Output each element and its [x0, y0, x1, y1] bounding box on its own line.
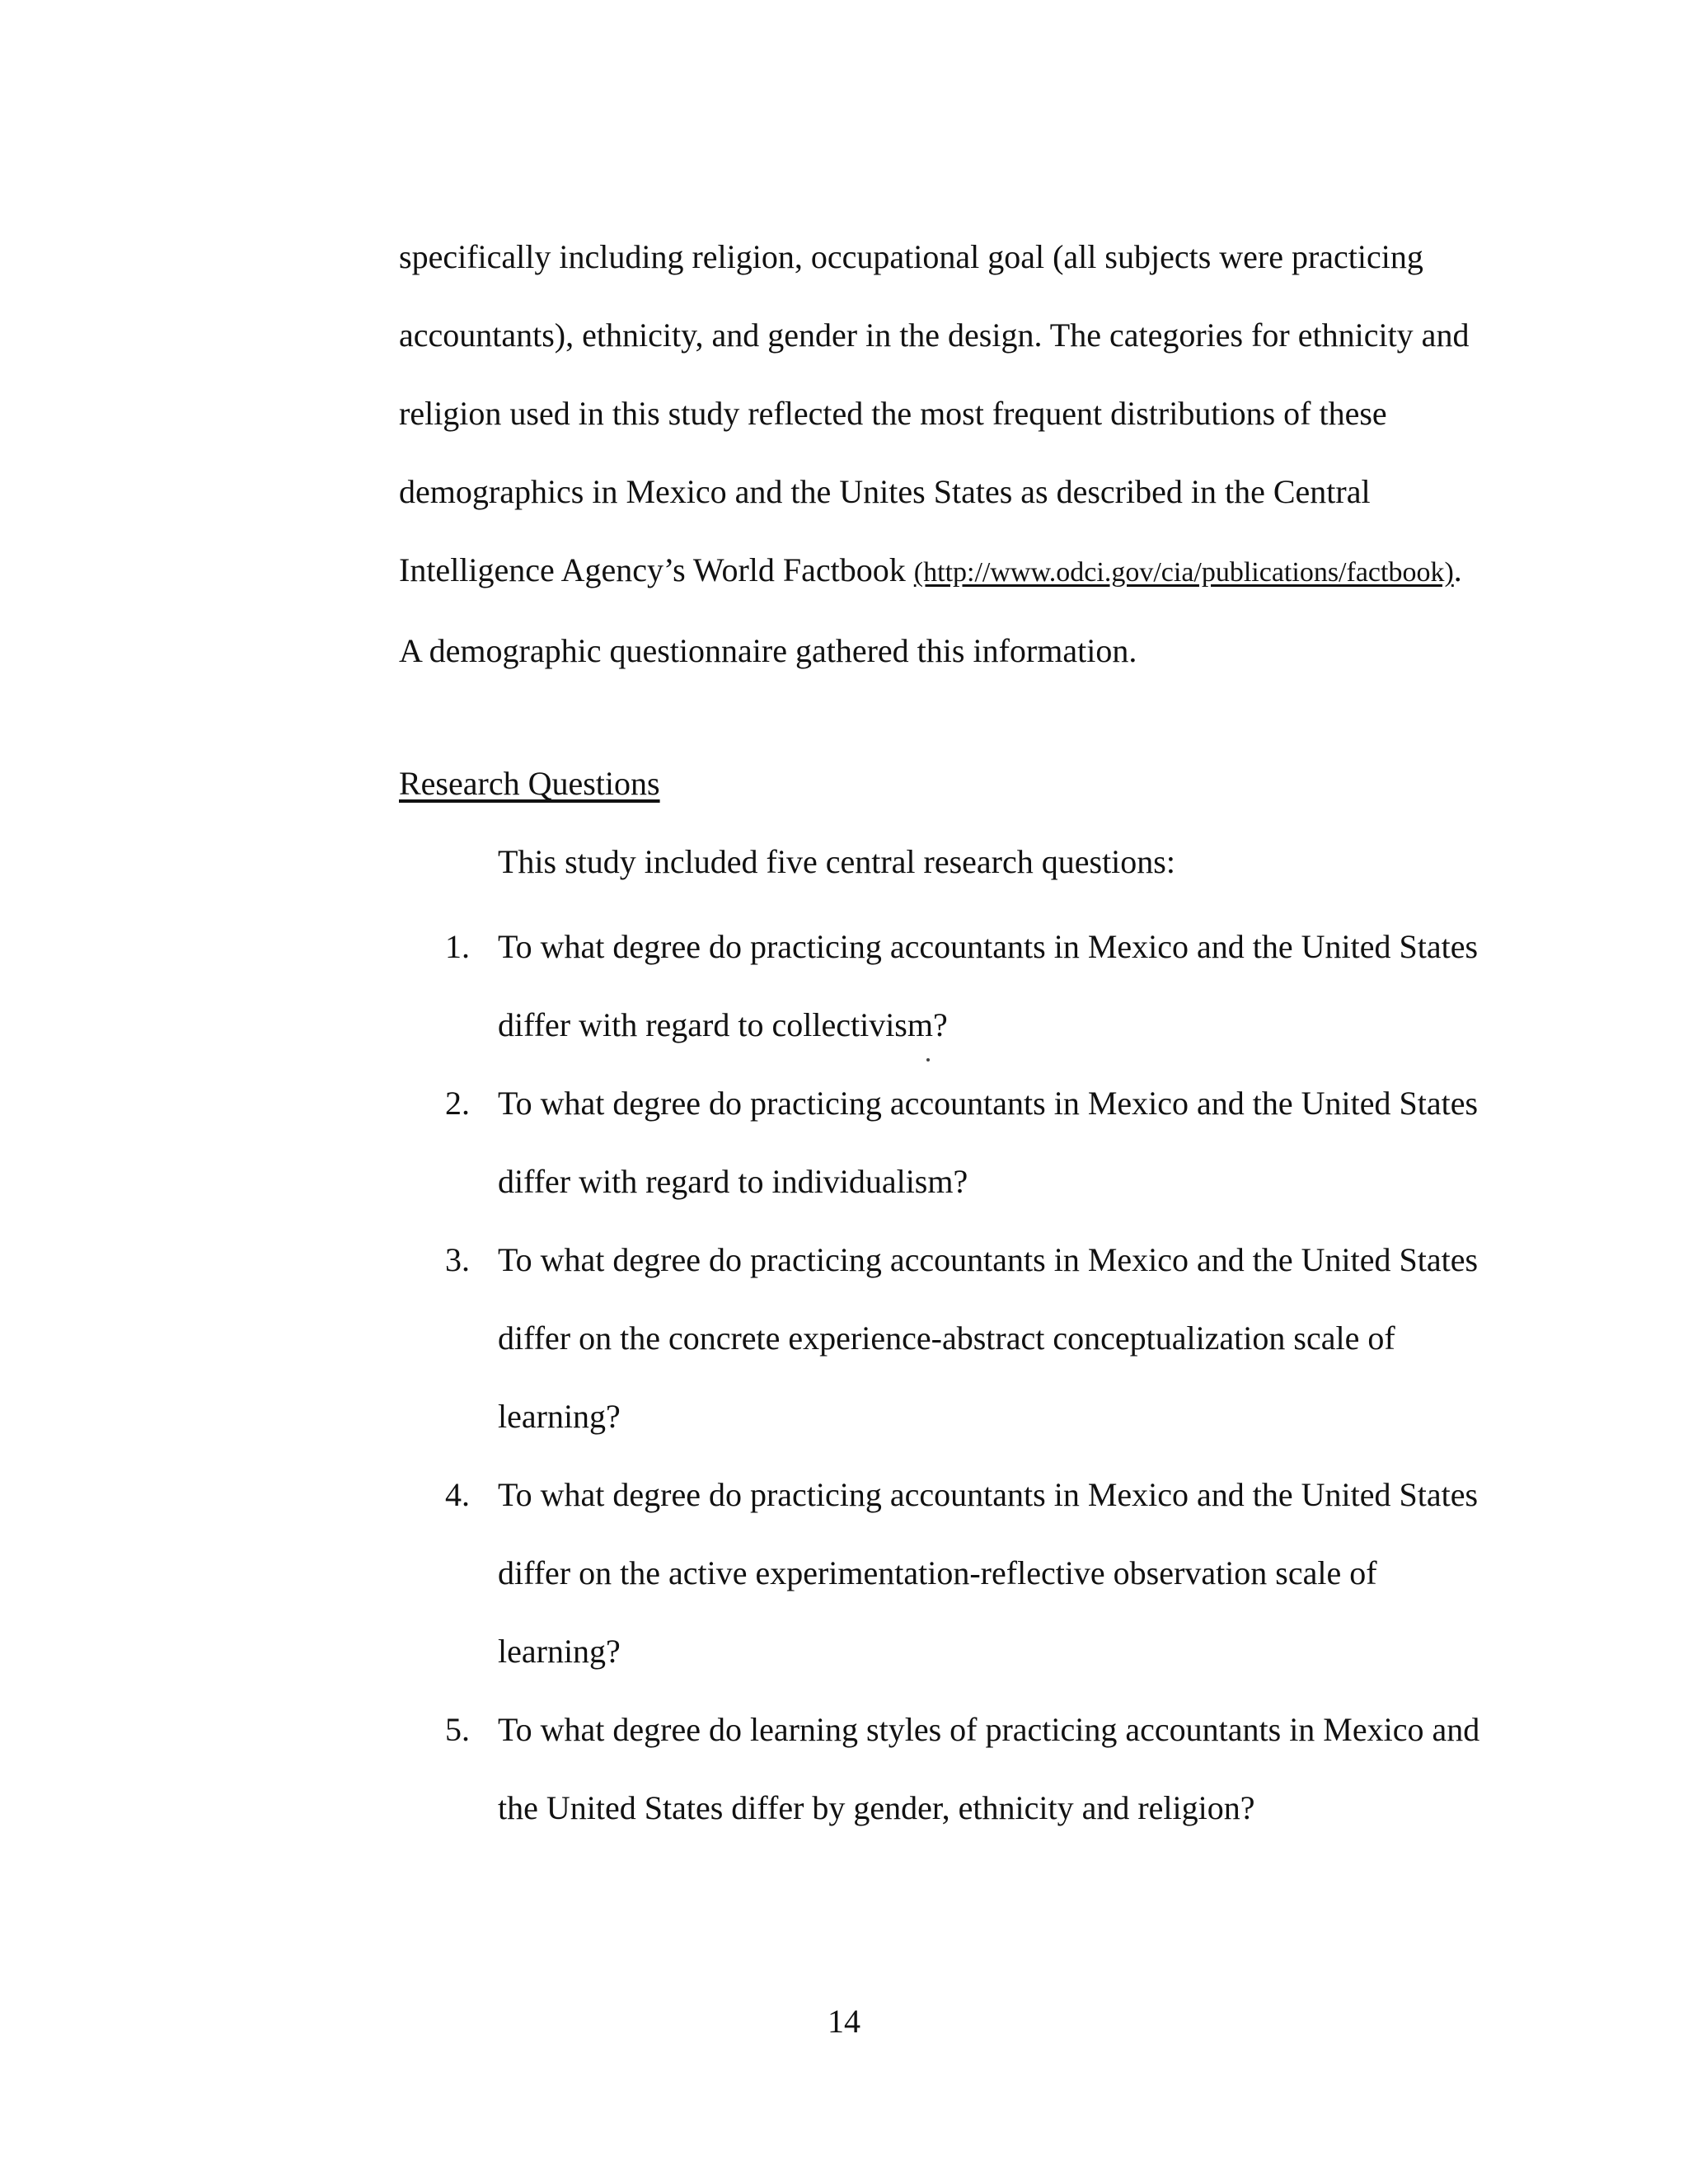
list-item-line: differ with regard to individualism?: [498, 1163, 968, 1200]
list-item-line: differ on the concrete experience-abstract conceptualization scale of: [498, 1319, 1395, 1357]
paragraph-line-text: Intelligence Agency’s World Factbook: [399, 551, 906, 588]
list-item: [445, 1690, 1517, 1847]
list-item-line: differ with regard to collectivism?: [498, 1006, 948, 1043]
paragraph-line: religion used in this study reflected the most frequent distributions of these: [399, 395, 1387, 432]
list-item-line: To what degree do practicing accountants in Mexico and the United States: [498, 1476, 1479, 1513]
scan-speck: [926, 1058, 930, 1062]
list-item-line: To what degree do practicing accountants in Mexico and the United States: [498, 928, 1479, 965]
research-questions-list: [445, 907, 1517, 1847]
paragraph-line: demographics in Mexico and the Unites States as described in the Central: [399, 473, 1371, 510]
paragraph-line: A demographic questionnaire gathered this information.: [399, 632, 1137, 669]
list-item: [445, 907, 1517, 1064]
factbook-url-link[interactable]: (http://www.odci.gov/cia/publications/factbook): [913, 557, 1454, 588]
list-item-line: learning?: [498, 1633, 621, 1670]
page-number: 14: [828, 2003, 860, 2040]
paragraph-line: specifically including religion, occupational goal (all subjects were practicing: [399, 238, 1423, 275]
paragraph-line: accountants), ethnicity, and gender in the design. The categories for ethnicity and: [399, 316, 1470, 354]
list-item: [445, 1455, 1517, 1690]
list-item-line: To what degree do practicing accountants in Mexico and the United States: [498, 1085, 1479, 1122]
list-item-line: learning?: [498, 1398, 621, 1435]
section-intro: This study included five central research questions:: [498, 843, 1175, 880]
list-item-line: To what degree do practicing accountants in Mexico and the United States: [498, 1241, 1479, 1278]
list-item-number: 3.: [445, 1241, 470, 1278]
list-item-number: 5.: [445, 1711, 470, 1748]
body-paragraph: [399, 218, 1487, 690]
list-item-number: 1.: [445, 928, 470, 965]
list-item-line: the United States differ by gender, ethnicity and religion?: [498, 1789, 1255, 1826]
list-item: [445, 1221, 1517, 1455]
list-item-line: differ on the active experimentation-reflective observation scale of: [498, 1554, 1377, 1591]
url-trailing-period: .: [1453, 551, 1462, 588]
list-item-line: To what degree do learning styles of practicing accountants in Mexico and: [498, 1711, 1480, 1748]
list-item-number: 4.: [445, 1476, 470, 1513]
section-heading: Research Questions: [399, 765, 660, 802]
list-item: [445, 1064, 1517, 1221]
paragraph-line-with-url: [399, 531, 1487, 612]
list-item-number: 2.: [445, 1085, 470, 1122]
